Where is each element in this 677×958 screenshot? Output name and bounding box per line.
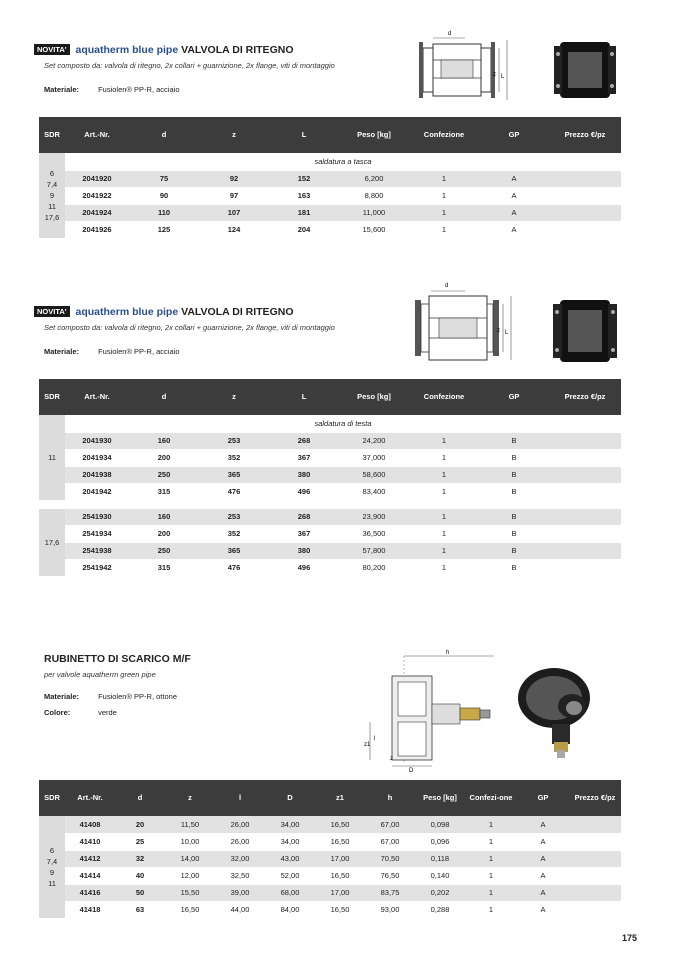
col-prezzo: Prezzo €/pz <box>549 379 621 415</box>
col-peso: Peso [kg] <box>339 117 409 153</box>
col-z: z <box>165 780 215 816</box>
table-row: 2041920 75 92 152 6,200 1 A <box>39 170 621 187</box>
dim-z-label: z <box>493 72 496 78</box>
product-name: VALVOLA DI RITEGNO <box>181 44 294 56</box>
product-title <box>34 44 293 56</box>
dim-d-label: d <box>445 283 449 289</box>
col-sdr: SDR <box>39 780 65 816</box>
sdr-cell: 11 <box>39 415 65 500</box>
table-row: 2041938 250 365 380 58,600 1 B <box>39 466 621 483</box>
table-row: 2541938 250 365 380 57,800 1 B <box>39 542 621 559</box>
table-row: 2541934 200 352 367 36,500 1 B <box>39 525 621 542</box>
table-row: 41418 63 16,50 44,00 84,00 16,50 93,00 0,288 1 A <box>39 901 621 918</box>
color-row <box>44 708 117 717</box>
product-title <box>44 653 191 665</box>
novita-badge: NOVITA' <box>34 44 70 55</box>
table-row: 41412 32 14,00 32,00 43,00 17,00 70,50 0,118 1 A <box>39 850 621 867</box>
table-row: 41414 40 12,00 32,50 52,00 16,50 76,50 0,140 1 A <box>39 867 621 884</box>
valve-product-image <box>550 36 620 106</box>
table-row: 2041924 110 107 181 11,000 1 A <box>39 204 621 221</box>
page-number: 175 <box>621 933 637 943</box>
sdr-cell: 17,6 <box>39 508 65 576</box>
material-label: Materiale: <box>44 692 80 701</box>
brand-name: aquatherm blue pipe <box>75 306 179 318</box>
color-label: Colore: <box>44 708 71 717</box>
product-table <box>39 780 621 919</box>
dim-d-label: d <box>448 31 452 37</box>
dim-z-label: z <box>497 328 500 334</box>
material-row <box>44 85 179 94</box>
col-z: z <box>199 117 269 153</box>
faucet-product-image <box>512 660 612 760</box>
col-sdr: SDR <box>39 117 65 153</box>
product-table <box>39 117 621 239</box>
table-header <box>39 379 621 415</box>
material-label: Materiale: <box>44 85 80 94</box>
table-row: 6 7,4 9 11 41408 20 11,50 26,00 34,00 16,50 67,00 0,098 1 A <box>39 816 621 833</box>
col-z: z <box>199 379 269 415</box>
table-header <box>39 117 621 153</box>
col-peso: Peso [kg] <box>415 780 465 816</box>
col-z1: z1 <box>315 780 365 816</box>
product-name: RUBINETTO DI SCARICO M/F <box>44 653 191 665</box>
material-value: Fusiolen® PP-R, acciaio <box>98 347 180 356</box>
table-row: 2541942 315 476 496 80,200 1 B <box>39 559 621 576</box>
col-l: l <box>215 780 265 816</box>
table-row: 2041934 200 352 367 37,000 1 B <box>39 449 621 466</box>
table-caption: saldatura a tasca <box>65 153 621 170</box>
col-prezzo: Prezzo €/pz <box>569 780 621 816</box>
table-row: 41410 25 10,00 26,00 34,00 16,50 67,00 0,096 1 A <box>39 833 621 850</box>
col-peso: Peso [kg] <box>339 379 409 415</box>
table-row: 2041942 315 476 496 83,400 1 B <box>39 483 621 500</box>
table-row: 41416 50 15,50 39,00 68,00 17,00 83,75 0,202 1 A <box>39 884 621 901</box>
dim-l-label: l <box>374 736 376 742</box>
product-subtitle: Set composto da: valvola di ritegno, 2x collari + guarnizione, 2x flange, viti di montaggio <box>44 323 335 332</box>
col-art-nr: Art.-Nr. <box>65 379 129 415</box>
dim-L-label: L <box>501 74 505 80</box>
product-name: VALVOLA DI RITEGNO <box>181 306 294 318</box>
color-value: verde <box>98 708 117 717</box>
product-title <box>34 306 293 318</box>
table-caption: saldatura di testa <box>65 415 621 432</box>
col-d: d <box>115 780 165 816</box>
product-table <box>39 379 621 577</box>
material-label: Materiale: <box>44 347 80 356</box>
col-sdr: SDR <box>39 379 65 415</box>
col-confezione: Confezi-one <box>465 780 517 816</box>
col-D: D <box>265 780 315 816</box>
col-confezione: Confezione <box>409 379 479 415</box>
col-confezione: Confezione <box>409 117 479 153</box>
col-gp: GP <box>479 379 549 415</box>
table-row: 2041926 125 124 204 15,600 1 A <box>39 221 621 238</box>
dim-h-label: h <box>446 650 450 656</box>
valve-product-image <box>550 292 620 372</box>
table-row: 17,6 2541930 160 253 268 23,900 1 B <box>39 508 621 525</box>
sdr-cell: 6 7,4 9 11 <box>39 816 65 918</box>
faucet-technical-drawing <box>362 648 502 772</box>
dim-z-label: z <box>390 756 393 762</box>
product-subtitle: per valvole aquatherm green pipe <box>44 670 156 679</box>
table-row: 2041922 90 97 163 8,800 1 A <box>39 187 621 204</box>
col-gp: GP <box>517 780 569 816</box>
dim-D-label: D <box>409 768 414 772</box>
novita-badge: NOVITA' <box>34 306 70 317</box>
valve-technical-drawing <box>405 278 515 368</box>
col-prezzo: Prezzo €/pz <box>549 117 621 153</box>
material-value: Fusiolen® PP-R, acciaio <box>98 85 180 94</box>
dim-L-label: L <box>505 330 509 336</box>
col-gp: GP <box>479 117 549 153</box>
table-header <box>39 780 621 816</box>
col-art-nr: Art.-Nr. <box>65 117 129 153</box>
product-subtitle: Set composto da: valvola di ritegno, 2x collari + guarnizione, 2x flange, viti di montaggio <box>44 61 335 70</box>
sdr-cell: 6 7,4 9 11 17,6 <box>39 153 65 238</box>
valve-technical-drawing <box>405 26 515 106</box>
material-value: Fusiolen® PP-R, ottone <box>98 692 177 701</box>
dim-z1-label: z1 <box>364 742 371 748</box>
col-d: d <box>129 117 199 153</box>
table-row: 2041930 160 253 268 24,200 1 B <box>39 432 621 449</box>
col-art-nr: Art.-Nr. <box>65 780 115 816</box>
col-h: h <box>365 780 415 816</box>
material-row <box>44 347 179 356</box>
material-row <box>44 692 177 701</box>
col-l: L <box>269 379 339 415</box>
brand-name: aquatherm blue pipe <box>75 44 179 56</box>
col-d: d <box>129 379 199 415</box>
col-l: L <box>269 117 339 153</box>
